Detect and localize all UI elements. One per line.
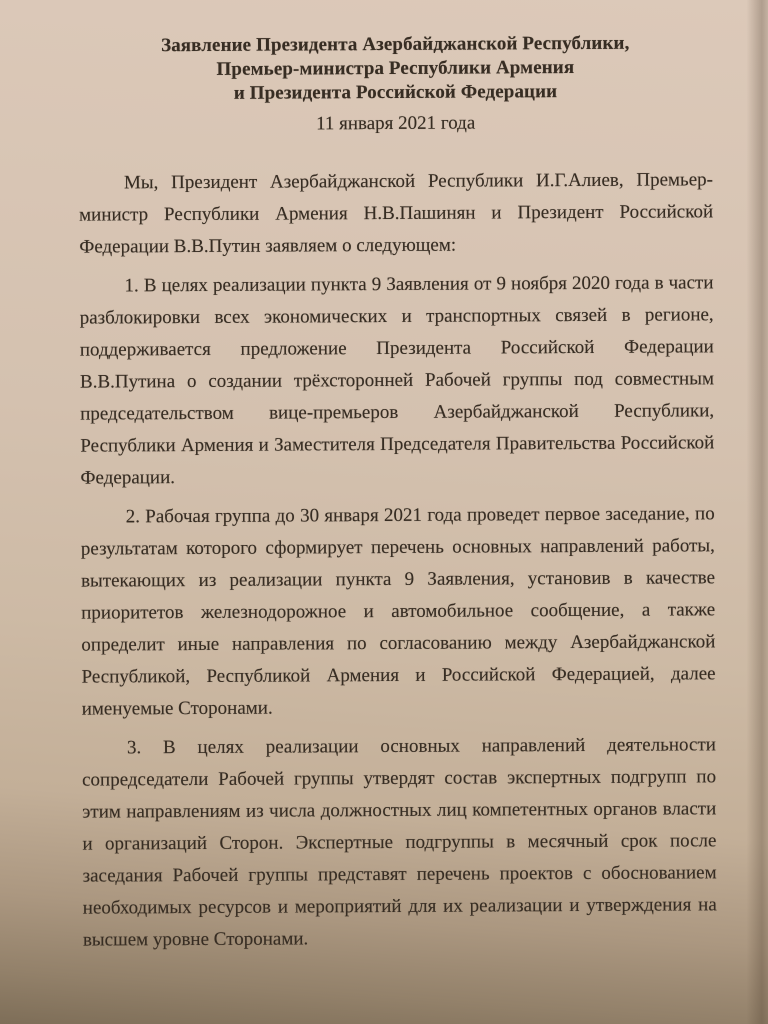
paragraph-3: 3. В целях реализации основных направлений деятельности сопредседатели Рабочей группы утвердят состав экспертных подгрупп по этим направлениям из числа должностных лиц компетентных органов власти и организаций Сторон. Экспертные подгруппы в месячный срок после заседания Рабочей группы представят перечень проектов с обоснованием необходимых ресурсов и мероприятий для их реализации и утверждения на высшем уровне Сторонами. bbox=[82, 734, 717, 951]
document-title bbox=[78, 31, 712, 106]
document-date: 11 января 2021 года bbox=[315, 112, 476, 135]
title-line-3: и Президента Российской Федерации bbox=[233, 81, 558, 104]
title-line-1: Заявление Президента Азербайджанской Республики, bbox=[160, 32, 630, 57]
intro-paragraph: Мы, Президент Азербайджанской Республики И.Г.Алиев, Премьер-министр Республики Армения Н.В.Пашинян и Президент Российской Федерации В.В.Путин заявляем о следующем: bbox=[79, 169, 714, 258]
paragraph-2: 2. Рабочая группа до 30 января 2021 года проведет первое заседание, по результатам которого сформирует перечень основных направлений работы, вытекающих из реализации пункта 9 Заявления, установив в качестве приоритетов железнодорожное и автомобильное сообщение, а также определит иные направления по согласованию между Азербайджанской Республикой, Республикой Армения и Российской Федерацией, далее именуемые Сторонами. bbox=[80, 503, 716, 720]
paragraph-1: 1. В целях реализации пункта 9 Заявления от 9 ноября 2020 года в части разблокировки всех экономических и транспортных связей в регионе, поддерживается предложение Президента Российской Федерации В.В.Путина о создании трёхсторонней Рабочей группы под совместным председательством вице-премьеров Азербайджанской Республики, Республики Армения и Заместителя Председателя Правительства Российской Федерации. bbox=[79, 272, 715, 489]
title-line-2: Премьер-министра Республики Армения bbox=[216, 57, 575, 80]
document-header bbox=[78, 31, 713, 137]
document-body bbox=[79, 164, 717, 956]
